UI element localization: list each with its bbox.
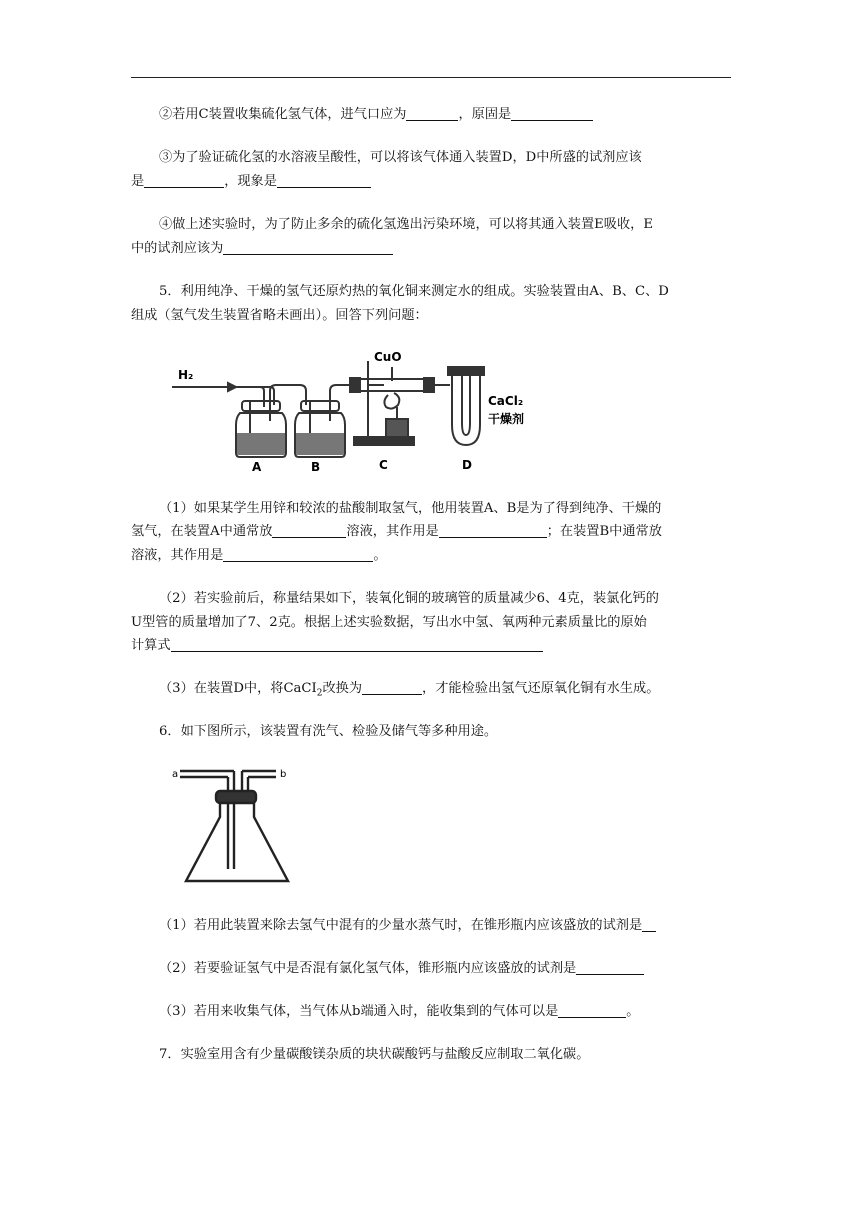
- q5-sub-2-line-3: 计算式: [131, 635, 731, 657]
- q6-sub-2: （2）若要验证氢气中是否混有氯化氢气体，锥形瓶内应该盛放的试剂是: [131, 958, 759, 980]
- fig-label-d: D: [462, 458, 472, 472]
- q5-sub-3: （3）在装置D中，将CaCI$_2$改换为 ，才能检验出氢气还原氧化铜有水生成。: [159, 681, 660, 699]
- answer-blank[interactable]: [642, 917, 656, 932]
- fig-label-h2: H₂: [178, 368, 194, 382]
- answer-blank[interactable]: [362, 680, 422, 695]
- q6-sub-3: （3）若用来收集气体，当气体从b端通入时，能收集到的气体可以是 。: [159, 1004, 640, 1019]
- q5-intro-line-2: 组成（氢气发生装置省略未画出）。回答下列问题：: [131, 308, 428, 323]
- q5-sub-2-line-2: U型管的质量增加了7、2克。根据上述实验数据，写出水中氢、氧两种元素质量比的原始: [131, 615, 647, 630]
- answer-blank[interactable]: [439, 523, 547, 538]
- q4-item-4-line-1: ④做上述实验时，为了防止多余的硫化氢逸出污染环境，可以将其通入装置E吸收，E: [159, 217, 653, 232]
- answer-blank[interactable]: [223, 547, 373, 562]
- answer-blank[interactable]: [277, 173, 371, 188]
- q5-sub-1-line-2: 氢气，在装置A中通常放 溶液，其作用是 ；在装置B中通常放: [131, 524, 662, 539]
- hydrogen-reduction-apparatus-figure: [170, 345, 525, 475]
- fig-label-a: A: [252, 460, 262, 474]
- q5-intro-line-1: 5．利用纯净、干燥的氢气还原灼热的氧化铜来测定水的组成。实验装置由A、B、C、D: [159, 284, 669, 299]
- q4-item-3-line-2: 是 ，现象是: [131, 171, 731, 193]
- q4-item-4-line-2: 中的试剂应该为: [131, 238, 731, 260]
- answer-blank[interactable]: [272, 523, 346, 538]
- q4-item-3-line-1: ③为了验证硫化氢的水溶液呈酸性，可以将该气体通入装置D，D中所盛的试剂应该: [159, 150, 642, 165]
- q7-intro: 7．实验室用含有少量碳酸镁杂质的块状碳酸钙与盐酸反应制取二氧化碳。: [159, 1047, 590, 1062]
- fig-label-b: b: [280, 769, 287, 780]
- fig-label-cacl2: CaCl₂: [488, 394, 524, 408]
- fig-label-drier: 干燥剂: [488, 412, 525, 426]
- header-rule: [131, 77, 731, 78]
- q5-sub-1-line-3: 溶液，其作用是 。: [131, 548, 387, 563]
- q5-sub-2-line-1: （2）若实验前后，称量结果如下，装氧化铜的玻璃管的质量减少6、4克，装氯化钙的: [159, 591, 659, 606]
- answer-blank[interactable]: [406, 106, 458, 121]
- fig-label-b: B: [311, 460, 321, 474]
- q6-sub-1: （1）若用此装置来除去氢气中混有的少量水蒸气时，在锥形瓶内应该盛放的试剂是: [131, 915, 759, 937]
- answer-blank[interactable]: [144, 173, 224, 188]
- answer-blank[interactable]: [558, 1003, 626, 1018]
- answer-blank[interactable]: [171, 637, 543, 652]
- answer-blank[interactable]: [511, 106, 593, 121]
- fig-label-cuo: CuO: [374, 350, 402, 364]
- q4-item-2: ②若用C装置收集硫化氢气体，进气口应为 ，原固是: [131, 104, 759, 126]
- answer-blank[interactable]: [223, 240, 393, 255]
- q6-intro: 6．如下图所示，该装置有洗气、检验及储气等多种用途。: [159, 724, 498, 739]
- fig-label-a: a: [172, 769, 179, 780]
- fig-label-c: C: [379, 458, 388, 472]
- gas-washing-flask-figure: [170, 765, 330, 889]
- q5-sub-1-line-1: （1）如果某学生用锌和较浓的盐酸制取氢气，他用装置A、B是为了得到纯净、干燥的: [159, 501, 662, 516]
- answer-blank[interactable]: [576, 960, 644, 975]
